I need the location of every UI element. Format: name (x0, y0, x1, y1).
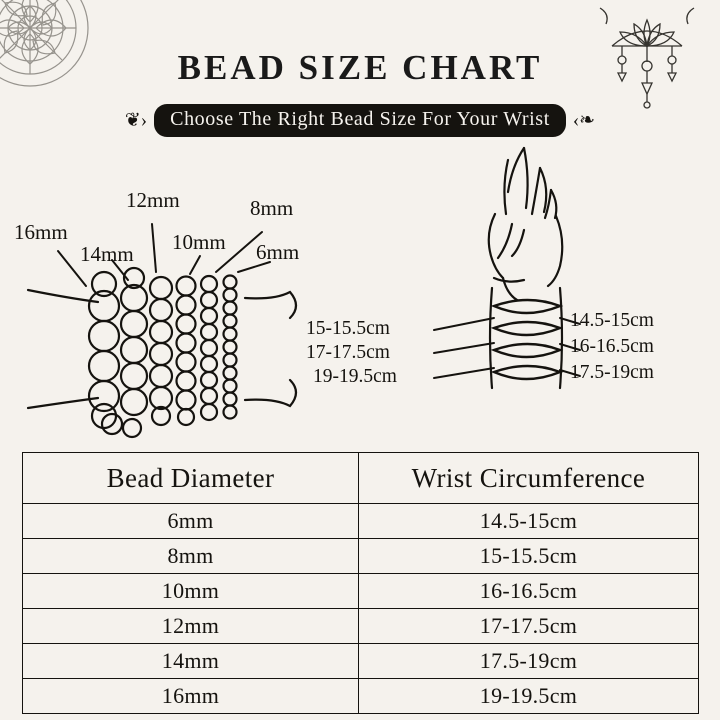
cell-wrist-circumference: 19-19.5cm (359, 679, 699, 714)
wrist-label-right-1: 14.5-15cm (570, 310, 654, 331)
wrist-label-right-3: 17.5-19cm (570, 362, 654, 383)
flourish-left-icon: ❦› (124, 110, 148, 131)
subtitle-banner (0, 104, 720, 137)
table-row (23, 574, 699, 609)
diagram-area (0, 138, 720, 450)
cell-wrist-circumference: 14.5-15cm (359, 504, 699, 539)
cell-wrist-circumference: 15-15.5cm (359, 539, 699, 574)
cell-bead-diameter: 10mm (23, 574, 359, 609)
page-title: BEAD SIZE CHART (177, 48, 543, 87)
cell-bead-diameter: 8mm (23, 539, 359, 574)
bead-and-hand-illustration (0, 138, 720, 450)
wrist-label-left-3: 19-19.5cm (313, 366, 397, 387)
cell-wrist-circumference: 16-16.5cm (359, 574, 699, 609)
bead-label-12mm: 12mm (126, 188, 180, 212)
table-row (23, 539, 699, 574)
cell-bead-diameter: 6mm (23, 504, 359, 539)
table-row (23, 609, 699, 644)
size-table (22, 452, 699, 714)
table-row (23, 644, 699, 679)
column-header-bead-diameter: Bead Diameter (23, 453, 359, 504)
bead-label-10mm: 10mm (172, 230, 226, 254)
bead-label-8mm: 8mm (250, 196, 294, 220)
cell-wrist-circumference: 17-17.5cm (359, 609, 699, 644)
table-row (23, 679, 699, 714)
subtitle-text: Choose The Right Bead Size For Your Wrist (154, 104, 566, 137)
column-header-wrist-circumference: Wrist Circumference (359, 453, 699, 504)
cell-wrist-circumference: 17.5-19cm (359, 644, 699, 679)
size-table-wrapper (22, 452, 698, 714)
bead-label-16mm: 16mm (14, 220, 68, 244)
wrist-label-left-2: 17-17.5cm (306, 342, 390, 363)
wrist-label-left-1: 15-15.5cm (306, 318, 390, 339)
table-header-row (23, 453, 699, 504)
cell-bead-diameter: 16mm (23, 679, 359, 714)
bead-label-14mm: 14mm (80, 242, 134, 266)
bead-label-6mm: 6mm (256, 240, 300, 264)
cell-bead-diameter: 12mm (23, 609, 359, 644)
cell-bead-diameter: 14mm (23, 644, 359, 679)
flourish-right-icon: ‹❧ (572, 110, 596, 131)
table-row (23, 504, 699, 539)
wrist-label-right-2: 16-16.5cm (570, 336, 654, 357)
